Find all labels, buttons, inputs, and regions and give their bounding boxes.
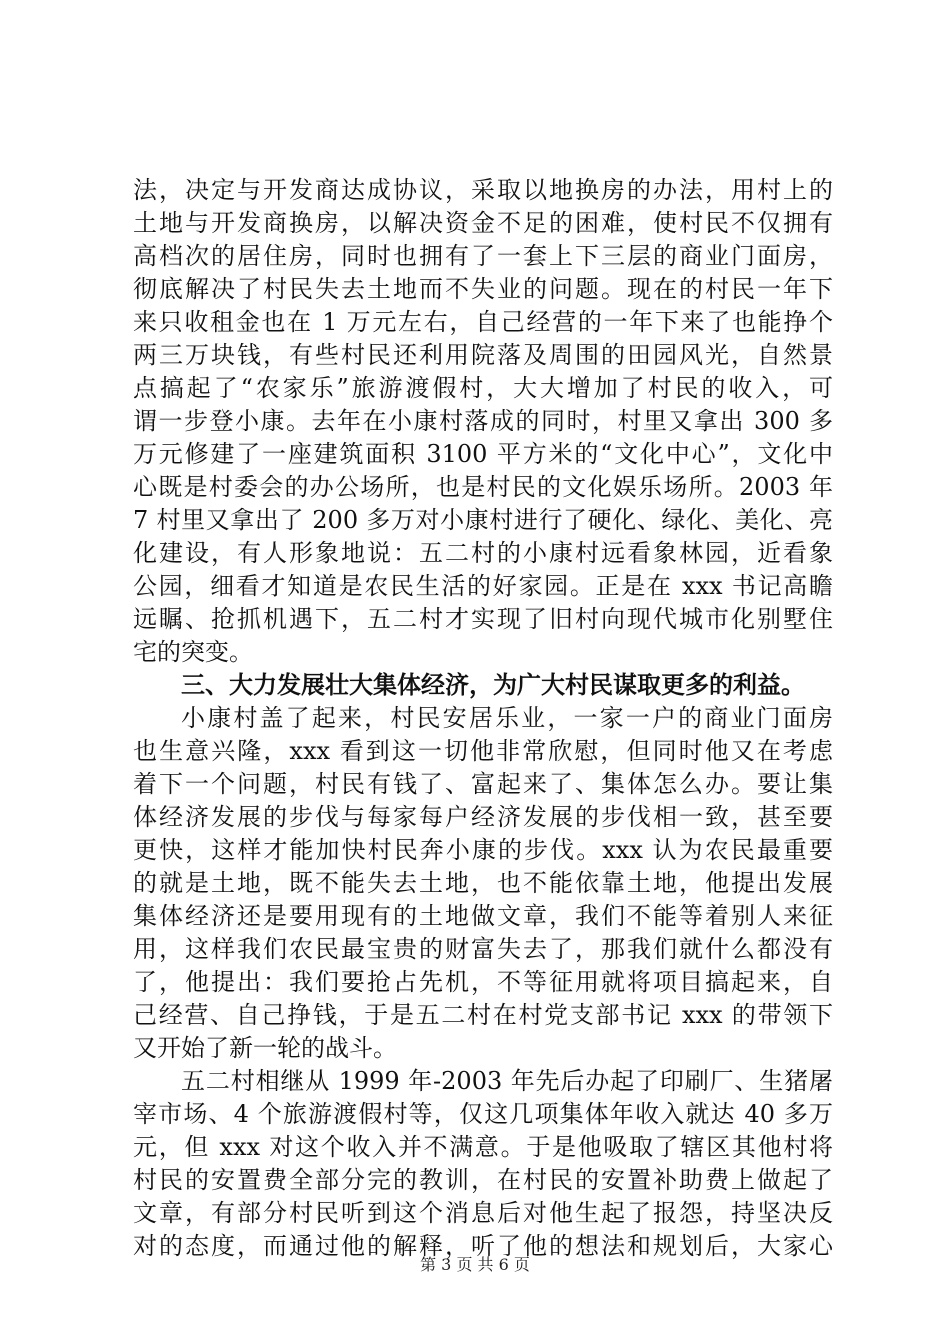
text-line: 土地与开发商换房，以解决资金不足的困难，使村民不仅拥有 xyxy=(133,209,833,237)
text-line: 7 村里又拿出了 200 多万对小康村进行了硬化、绿化、美化、亮 xyxy=(133,506,833,534)
text-line: 更快，这样才能加快村民奔小康的步伐。xxx 认为农民最重要 xyxy=(133,836,833,864)
text-line: 两三万块钱，有些村民还利用院落及周围的田园风光，自然景 xyxy=(133,341,833,369)
text-line: 了，他提出：我们要抢占先机，不等征用就将项目搞起来，自 xyxy=(133,968,833,996)
text-line: 也生意兴隆，xxx 看到这一切他非常欣慰，但同时他又在考虑 xyxy=(133,737,833,765)
text-line: 彻底解决了村民失去土地而不失业的问题。现在的村民一年下 xyxy=(133,275,833,303)
text-line: 远瞩、抢抓机遇下，五二村才实现了旧村向现代城市化别墅住 xyxy=(133,605,833,633)
text-line: 来只收租金也在 1 万元左右，自己经营的一年下来了也能挣个 xyxy=(133,308,833,336)
text-line: 心既是村委会的办公场所，也是村民的文化娱乐场所。2003 年 xyxy=(133,473,833,501)
text-line: 又开始了新一轮的战斗。 xyxy=(133,1034,397,1062)
text-line: 小康村盖了起来，村民安居乐业，一家一户的商业门面房 xyxy=(181,704,833,732)
text-line: 化建设，有人形象地说：五二村的小康村远看象林园，近看象 xyxy=(133,539,833,567)
paragraph-2 xyxy=(133,702,833,1065)
paragraph-1 xyxy=(133,174,833,669)
text-line: 五二村相继从 1999 年-2003 年先后办起了印刷厂、生猪屠 xyxy=(181,1067,833,1095)
text-line: 用，这样我们农民最宝贵的财富失去了，那我们就什么都没有 xyxy=(133,935,833,963)
text-line: 元，但 xxx 对这个收入并不满意。于是他吸取了辖区其他村将 xyxy=(133,1133,833,1161)
text-line: 宰市场、4 个旅游渡假村等，仅这几项集体年收入就达 40 多万 xyxy=(133,1100,833,1128)
paragraph-3 xyxy=(133,1065,833,1263)
text-line: 公园，细看才知道是农民生活的好家园。正是在 xxx 书记高瞻 xyxy=(133,572,833,600)
text-line: 着下一个问题，村民有钱了、富起来了、集体怎么办。要让集 xyxy=(133,770,833,798)
text-line: 集体经济还是要用现有的土地做文章，我们不能等着别人来征 xyxy=(133,902,833,930)
text-line: 的就是土地，既不能失去土地，也不能依靠土地，他提出发展 xyxy=(133,869,833,897)
text-line: 己经营、自己挣钱，于是五二村在村党支部书记 xxx 的带领下 xyxy=(133,1001,833,1029)
text-line: 谓一步登小康。去年在小康村落成的同时，村里又拿出 300 多 xyxy=(133,407,833,435)
text-line: 法，决定与开发商达成协议，采取以地换房的办法，用村上的 xyxy=(133,176,833,204)
section-heading: 三、大力发展壮大集体经济，为广大村民谋取更多的利益。 xyxy=(181,671,805,699)
body-text xyxy=(133,174,833,1263)
text-line: 万元修建了一座建筑面积 3100 平方米的“文化中心”，文化中 xyxy=(133,440,833,468)
text-line: 点搞起了“农家乐”旅游渡假村，大大增加了村民的收入，可 xyxy=(133,374,833,402)
text-line: 高档次的居住房，同时也拥有了一套上下三层的商业门面房， xyxy=(133,242,833,270)
page-footer: 第 3 页 共 6 页 xyxy=(420,1255,530,1274)
text-line: 体经济发展的步伐与每家每户经济发展的步伐相一致，甚至要 xyxy=(133,803,833,831)
text-line: 文章，有部分村民听到这个消息后对他生起了报怨，持坚决反 xyxy=(133,1199,833,1227)
text-line: 宅的突变。 xyxy=(133,638,253,666)
text-line: 村民的安置费全部分完的教训，在村民的安置补助费上做起了 xyxy=(133,1166,833,1194)
text-line: 对的态度，而通过他的解释，听了他的想法和规划后，大家心 xyxy=(133,1232,833,1260)
